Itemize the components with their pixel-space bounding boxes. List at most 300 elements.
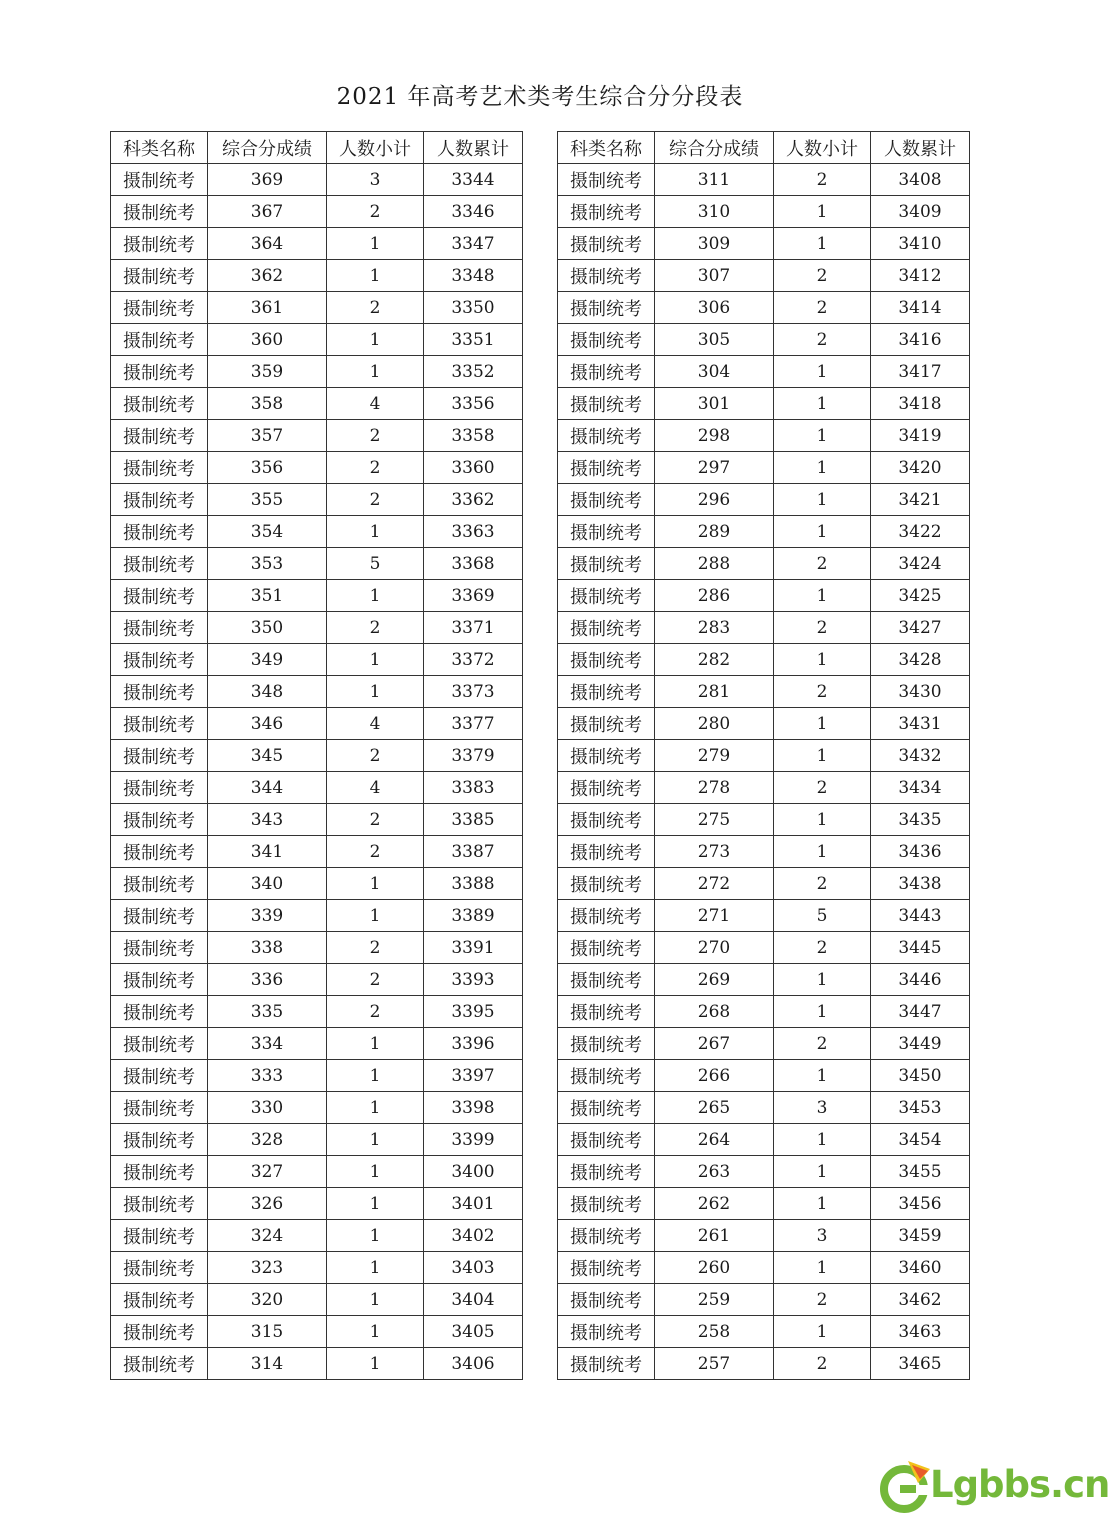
table-row bbox=[111, 772, 523, 804]
cell-count: 1 bbox=[327, 228, 424, 260]
cell-category: 摄制统考 bbox=[111, 708, 208, 740]
cell-count: 1 bbox=[327, 868, 424, 900]
cell-score: 273 bbox=[655, 836, 774, 868]
table-row bbox=[111, 1188, 523, 1220]
table-row bbox=[558, 452, 970, 484]
table-row bbox=[558, 580, 970, 612]
cell-count: 2 bbox=[774, 932, 871, 964]
cell-count: 1 bbox=[327, 1220, 424, 1252]
cell-cumulative: 3352 bbox=[424, 356, 523, 388]
cell-score: 338 bbox=[208, 932, 327, 964]
table-row bbox=[111, 580, 523, 612]
cell-score: 263 bbox=[655, 1156, 774, 1188]
cell-category: 摄制统考 bbox=[111, 1348, 208, 1380]
cell-category: 摄制统考 bbox=[111, 388, 208, 420]
cell-category: 摄制统考 bbox=[111, 196, 208, 228]
cell-score: 310 bbox=[655, 196, 774, 228]
cell-score: 270 bbox=[655, 932, 774, 964]
cell-score: 296 bbox=[655, 484, 774, 516]
cell-score: 286 bbox=[655, 580, 774, 612]
cell-count: 2 bbox=[774, 1028, 871, 1060]
cell-score: 339 bbox=[208, 900, 327, 932]
table-row bbox=[558, 260, 970, 292]
table-row bbox=[111, 932, 523, 964]
cell-cumulative: 3459 bbox=[871, 1220, 970, 1252]
cell-score: 282 bbox=[655, 644, 774, 676]
cell-count: 2 bbox=[327, 420, 424, 452]
cell-cumulative: 3404 bbox=[424, 1284, 523, 1316]
table-row bbox=[558, 612, 970, 644]
cell-score: 259 bbox=[655, 1284, 774, 1316]
cell-score: 257 bbox=[655, 1348, 774, 1380]
cell-cumulative: 3372 bbox=[424, 644, 523, 676]
cell-cumulative: 3417 bbox=[871, 356, 970, 388]
cell-score: 265 bbox=[655, 1092, 774, 1124]
table-row bbox=[111, 1028, 523, 1060]
cell-count: 1 bbox=[774, 644, 871, 676]
cell-score: 334 bbox=[208, 1028, 327, 1060]
cell-count: 2 bbox=[774, 548, 871, 580]
header-cumulative: 人数累计 bbox=[424, 132, 523, 164]
cell-count: 1 bbox=[327, 516, 424, 548]
table-row bbox=[111, 612, 523, 644]
cell-count: 1 bbox=[327, 1316, 424, 1348]
cell-count: 1 bbox=[774, 484, 871, 516]
cell-cumulative: 3385 bbox=[424, 804, 523, 836]
page-title: 2021 年高考艺术类考生综合分分段表 bbox=[336, 84, 744, 110]
cell-cumulative: 3428 bbox=[871, 644, 970, 676]
cell-count: 1 bbox=[327, 1124, 424, 1156]
table-row bbox=[111, 388, 523, 420]
cell-score: 271 bbox=[655, 900, 774, 932]
watermark-logo bbox=[878, 1455, 1109, 1515]
cell-cumulative: 3400 bbox=[424, 1156, 523, 1188]
cell-cumulative: 3425 bbox=[871, 580, 970, 612]
header-score: 综合分成绩 bbox=[655, 132, 774, 164]
cell-count: 1 bbox=[774, 516, 871, 548]
cell-count: 1 bbox=[327, 1092, 424, 1124]
cell-score: 262 bbox=[655, 1188, 774, 1220]
cell-category: 摄制统考 bbox=[111, 1284, 208, 1316]
cell-category: 摄制统考 bbox=[558, 868, 655, 900]
cell-score: 305 bbox=[655, 324, 774, 356]
cell-score: 261 bbox=[655, 1220, 774, 1252]
cell-count: 1 bbox=[327, 260, 424, 292]
cell-category: 摄制统考 bbox=[111, 548, 208, 580]
cell-count: 1 bbox=[327, 356, 424, 388]
cell-category: 摄制统考 bbox=[558, 932, 655, 964]
cell-count: 1 bbox=[327, 1284, 424, 1316]
cell-cumulative: 3348 bbox=[424, 260, 523, 292]
table-row bbox=[111, 420, 523, 452]
cell-count: 2 bbox=[774, 1284, 871, 1316]
cell-count: 2 bbox=[774, 164, 871, 196]
table-row bbox=[111, 452, 523, 484]
table-row bbox=[111, 1060, 523, 1092]
cell-score: 298 bbox=[655, 420, 774, 452]
table-row bbox=[111, 708, 523, 740]
cell-count: 2 bbox=[774, 1348, 871, 1380]
cell-category: 摄制统考 bbox=[111, 484, 208, 516]
cell-count: 2 bbox=[327, 836, 424, 868]
header-count: 人数小计 bbox=[327, 132, 424, 164]
cell-category: 摄制统考 bbox=[111, 836, 208, 868]
cell-score: 356 bbox=[208, 452, 327, 484]
table-row bbox=[558, 1284, 970, 1316]
cell-cumulative: 3373 bbox=[424, 676, 523, 708]
table-row bbox=[558, 868, 970, 900]
table-row bbox=[111, 1124, 523, 1156]
cell-category: 摄制统考 bbox=[111, 932, 208, 964]
cell-score: 324 bbox=[208, 1220, 327, 1252]
cell-category: 摄制统考 bbox=[111, 516, 208, 548]
cell-category: 摄制统考 bbox=[558, 772, 655, 804]
cell-cumulative: 3389 bbox=[424, 900, 523, 932]
cell-count: 2 bbox=[327, 612, 424, 644]
cell-count: 2 bbox=[327, 484, 424, 516]
cell-score: 272 bbox=[655, 868, 774, 900]
cell-score: 364 bbox=[208, 228, 327, 260]
cell-category: 摄制统考 bbox=[111, 996, 208, 1028]
cell-count: 1 bbox=[774, 580, 871, 612]
cell-category: 摄制统考 bbox=[111, 1252, 208, 1284]
cell-score: 320 bbox=[208, 1284, 327, 1316]
cell-count: 1 bbox=[327, 324, 424, 356]
cell-count: 2 bbox=[327, 740, 424, 772]
cell-score: 355 bbox=[208, 484, 327, 516]
table-row bbox=[111, 1220, 523, 1252]
cell-category: 摄制统考 bbox=[111, 1124, 208, 1156]
cell-score: 280 bbox=[655, 708, 774, 740]
table-row bbox=[111, 1348, 523, 1380]
table-row bbox=[558, 1028, 970, 1060]
cell-category: 摄制统考 bbox=[558, 516, 655, 548]
cell-count: 1 bbox=[774, 1252, 871, 1284]
cell-count: 2 bbox=[327, 932, 424, 964]
table-row bbox=[111, 164, 523, 196]
cell-score: 354 bbox=[208, 516, 327, 548]
cell-score: 344 bbox=[208, 772, 327, 804]
cell-category: 摄制统考 bbox=[558, 964, 655, 996]
cell-count: 1 bbox=[327, 1252, 424, 1284]
cell-score: 278 bbox=[655, 772, 774, 804]
cell-cumulative: 3362 bbox=[424, 484, 523, 516]
cell-category: 摄制统考 bbox=[111, 164, 208, 196]
table-row bbox=[558, 1188, 970, 1220]
cell-cumulative: 3450 bbox=[871, 1060, 970, 1092]
cell-category: 摄制统考 bbox=[558, 804, 655, 836]
cell-score: 306 bbox=[655, 292, 774, 324]
cell-score: 346 bbox=[208, 708, 327, 740]
table-row bbox=[558, 996, 970, 1028]
cell-cumulative: 3401 bbox=[424, 1188, 523, 1220]
table-row bbox=[558, 356, 970, 388]
cell-count: 1 bbox=[774, 196, 871, 228]
cell-cumulative: 3346 bbox=[424, 196, 523, 228]
cell-category: 摄制统考 bbox=[111, 228, 208, 260]
cell-category: 摄制统考 bbox=[558, 260, 655, 292]
table-row bbox=[111, 1092, 523, 1124]
cell-score: 258 bbox=[655, 1316, 774, 1348]
cell-cumulative: 3418 bbox=[871, 388, 970, 420]
cell-category: 摄制统考 bbox=[558, 388, 655, 420]
cell-category: 摄制统考 bbox=[558, 1028, 655, 1060]
cell-count: 1 bbox=[327, 644, 424, 676]
cell-category: 摄制统考 bbox=[558, 196, 655, 228]
table-row bbox=[558, 228, 970, 260]
cell-category: 摄制统考 bbox=[111, 772, 208, 804]
cell-count: 2 bbox=[774, 868, 871, 900]
cell-cumulative: 3377 bbox=[424, 708, 523, 740]
cell-cumulative: 3412 bbox=[871, 260, 970, 292]
cell-cumulative: 3455 bbox=[871, 1156, 970, 1188]
cell-count: 1 bbox=[774, 388, 871, 420]
cell-category: 摄制统考 bbox=[558, 1156, 655, 1188]
table-row bbox=[558, 388, 970, 420]
cell-score: 275 bbox=[655, 804, 774, 836]
cell-score: 309 bbox=[655, 228, 774, 260]
cell-count: 1 bbox=[327, 676, 424, 708]
cell-count: 1 bbox=[774, 420, 871, 452]
cell-cumulative: 3402 bbox=[424, 1220, 523, 1252]
cell-cumulative: 3351 bbox=[424, 324, 523, 356]
cell-category: 摄制统考 bbox=[558, 740, 655, 772]
cell-cumulative: 3436 bbox=[871, 836, 970, 868]
table-row bbox=[558, 964, 970, 996]
cell-cumulative: 3406 bbox=[424, 1348, 523, 1380]
header-count: 人数小计 bbox=[774, 132, 871, 164]
table-row bbox=[558, 164, 970, 196]
cell-cumulative: 3397 bbox=[424, 1060, 523, 1092]
cell-score: 336 bbox=[208, 964, 327, 996]
cell-score: 323 bbox=[208, 1252, 327, 1284]
cell-cumulative: 3449 bbox=[871, 1028, 970, 1060]
cell-count: 1 bbox=[327, 1028, 424, 1060]
cell-category: 摄制统考 bbox=[558, 580, 655, 612]
cell-cumulative: 3399 bbox=[424, 1124, 523, 1156]
cell-category: 摄制统考 bbox=[111, 644, 208, 676]
cell-cumulative: 3445 bbox=[871, 932, 970, 964]
table-row bbox=[558, 740, 970, 772]
cell-category: 摄制统考 bbox=[111, 356, 208, 388]
cell-cumulative: 3465 bbox=[871, 1348, 970, 1380]
header-score: 综合分成绩 bbox=[208, 132, 327, 164]
cell-cumulative: 3356 bbox=[424, 388, 523, 420]
table-row bbox=[111, 548, 523, 580]
cell-count: 2 bbox=[774, 324, 871, 356]
table-row bbox=[558, 516, 970, 548]
table-row bbox=[111, 1252, 523, 1284]
cell-count: 1 bbox=[327, 1188, 424, 1220]
cell-category: 摄制统考 bbox=[558, 1188, 655, 1220]
cell-count: 2 bbox=[774, 612, 871, 644]
cell-score: 328 bbox=[208, 1124, 327, 1156]
cell-score: 360 bbox=[208, 324, 327, 356]
header-category: 科类名称 bbox=[111, 132, 208, 164]
cell-count: 2 bbox=[774, 772, 871, 804]
cell-cumulative: 3447 bbox=[871, 996, 970, 1028]
cell-category: 摄制统考 bbox=[111, 900, 208, 932]
cell-score: 326 bbox=[208, 1188, 327, 1220]
cell-category: 摄制统考 bbox=[111, 1188, 208, 1220]
cell-count: 2 bbox=[774, 260, 871, 292]
cell-count: 1 bbox=[774, 836, 871, 868]
cell-count: 1 bbox=[774, 1188, 871, 1220]
cell-count: 3 bbox=[774, 1092, 871, 1124]
cell-cumulative: 3393 bbox=[424, 964, 523, 996]
cell-category: 摄制统考 bbox=[558, 324, 655, 356]
cell-category: 摄制统考 bbox=[111, 1316, 208, 1348]
cell-cumulative: 3395 bbox=[424, 996, 523, 1028]
cell-score: 266 bbox=[655, 1060, 774, 1092]
cell-category: 摄制统考 bbox=[111, 580, 208, 612]
cell-category: 摄制统考 bbox=[111, 292, 208, 324]
cell-category: 摄制统考 bbox=[558, 1220, 655, 1252]
table-row bbox=[111, 740, 523, 772]
cell-score: 367 bbox=[208, 196, 327, 228]
cell-cumulative: 3431 bbox=[871, 708, 970, 740]
cell-score: 314 bbox=[208, 1348, 327, 1380]
cell-count: 1 bbox=[774, 228, 871, 260]
cell-count: 1 bbox=[774, 964, 871, 996]
cell-score: 297 bbox=[655, 452, 774, 484]
cell-score: 267 bbox=[655, 1028, 774, 1060]
cell-cumulative: 3446 bbox=[871, 964, 970, 996]
cell-category: 摄制统考 bbox=[111, 804, 208, 836]
cell-count: 2 bbox=[327, 964, 424, 996]
cell-count: 2 bbox=[327, 292, 424, 324]
cell-score: 351 bbox=[208, 580, 327, 612]
cell-count: 1 bbox=[774, 996, 871, 1028]
table-row bbox=[111, 484, 523, 516]
cell-count: 1 bbox=[774, 1060, 871, 1092]
cell-cumulative: 3358 bbox=[424, 420, 523, 452]
score-table-left bbox=[110, 131, 523, 1380]
cell-count: 4 bbox=[327, 388, 424, 420]
cell-cumulative: 3391 bbox=[424, 932, 523, 964]
cell-cumulative: 3405 bbox=[424, 1316, 523, 1348]
cell-cumulative: 3460 bbox=[871, 1252, 970, 1284]
table-row bbox=[558, 676, 970, 708]
cell-category: 摄制统考 bbox=[558, 996, 655, 1028]
table-row bbox=[558, 196, 970, 228]
cell-cumulative: 3424 bbox=[871, 548, 970, 580]
cell-category: 摄制统考 bbox=[558, 676, 655, 708]
table-row bbox=[111, 644, 523, 676]
cell-cumulative: 3396 bbox=[424, 1028, 523, 1060]
cell-count: 2 bbox=[774, 292, 871, 324]
cell-score: 288 bbox=[655, 548, 774, 580]
cell-category: 摄制统考 bbox=[558, 1124, 655, 1156]
cell-category: 摄制统考 bbox=[558, 644, 655, 676]
cell-score: 349 bbox=[208, 644, 327, 676]
cell-score: 357 bbox=[208, 420, 327, 452]
cell-category: 摄制统考 bbox=[558, 612, 655, 644]
cell-cumulative: 3363 bbox=[424, 516, 523, 548]
cell-count: 2 bbox=[327, 996, 424, 1028]
cell-count: 3 bbox=[774, 1220, 871, 1252]
table-row bbox=[558, 1348, 970, 1380]
cell-score: 350 bbox=[208, 612, 327, 644]
cell-score: 307 bbox=[655, 260, 774, 292]
table-row bbox=[111, 324, 523, 356]
cell-category: 摄制统考 bbox=[558, 292, 655, 324]
cell-cumulative: 3371 bbox=[424, 612, 523, 644]
table-row bbox=[111, 1156, 523, 1188]
cell-count: 1 bbox=[774, 356, 871, 388]
cell-category: 摄制统考 bbox=[558, 836, 655, 868]
cell-cumulative: 3422 bbox=[871, 516, 970, 548]
cell-cumulative: 3421 bbox=[871, 484, 970, 516]
cell-cumulative: 3419 bbox=[871, 420, 970, 452]
table-row bbox=[111, 1284, 523, 1316]
header-category: 科类名称 bbox=[558, 132, 655, 164]
table-row bbox=[558, 420, 970, 452]
cell-category: 摄制统考 bbox=[111, 612, 208, 644]
cell-count: 5 bbox=[327, 548, 424, 580]
cell-category: 摄制统考 bbox=[111, 1156, 208, 1188]
cell-category: 摄制统考 bbox=[111, 676, 208, 708]
cell-category: 摄制统考 bbox=[111, 324, 208, 356]
table-row bbox=[558, 836, 970, 868]
cell-cumulative: 3379 bbox=[424, 740, 523, 772]
table-row bbox=[111, 868, 523, 900]
cell-score: 311 bbox=[655, 164, 774, 196]
cell-count: 1 bbox=[774, 452, 871, 484]
table-row bbox=[558, 772, 970, 804]
cell-category: 摄制统考 bbox=[558, 548, 655, 580]
cell-cumulative: 3435 bbox=[871, 804, 970, 836]
cell-count: 2 bbox=[774, 676, 871, 708]
cell-count: 1 bbox=[774, 804, 871, 836]
table-row bbox=[111, 996, 523, 1028]
table-row bbox=[111, 1316, 523, 1348]
cell-score: 269 bbox=[655, 964, 774, 996]
table-row bbox=[558, 548, 970, 580]
cell-cumulative: 3430 bbox=[871, 676, 970, 708]
score-table-right bbox=[557, 131, 970, 1380]
cell-score: 260 bbox=[655, 1252, 774, 1284]
cell-score: 340 bbox=[208, 868, 327, 900]
watermark-text: Lgbbs.cn bbox=[930, 1463, 1109, 1506]
table-row bbox=[558, 1220, 970, 1252]
cell-category: 摄制统考 bbox=[558, 420, 655, 452]
table-row bbox=[558, 1252, 970, 1284]
cell-cumulative: 3462 bbox=[871, 1284, 970, 1316]
cell-score: 330 bbox=[208, 1092, 327, 1124]
cell-score: 345 bbox=[208, 740, 327, 772]
cell-category: 摄制统考 bbox=[111, 1220, 208, 1252]
table-row bbox=[558, 324, 970, 356]
cell-cumulative: 3403 bbox=[424, 1252, 523, 1284]
cell-cumulative: 3387 bbox=[424, 836, 523, 868]
cell-score: 301 bbox=[655, 388, 774, 420]
cell-cumulative: 3416 bbox=[871, 324, 970, 356]
cell-cumulative: 3434 bbox=[871, 772, 970, 804]
header-cumulative: 人数累计 bbox=[871, 132, 970, 164]
table-row bbox=[111, 196, 523, 228]
cell-score: 335 bbox=[208, 996, 327, 1028]
cell-cumulative: 3427 bbox=[871, 612, 970, 644]
table-row bbox=[111, 260, 523, 292]
table-row bbox=[558, 292, 970, 324]
cell-score: 362 bbox=[208, 260, 327, 292]
table-row bbox=[111, 228, 523, 260]
cell-cumulative: 3410 bbox=[871, 228, 970, 260]
cell-category: 摄制统考 bbox=[111, 260, 208, 292]
cell-category: 摄制统考 bbox=[558, 1060, 655, 1092]
cell-count: 4 bbox=[327, 708, 424, 740]
